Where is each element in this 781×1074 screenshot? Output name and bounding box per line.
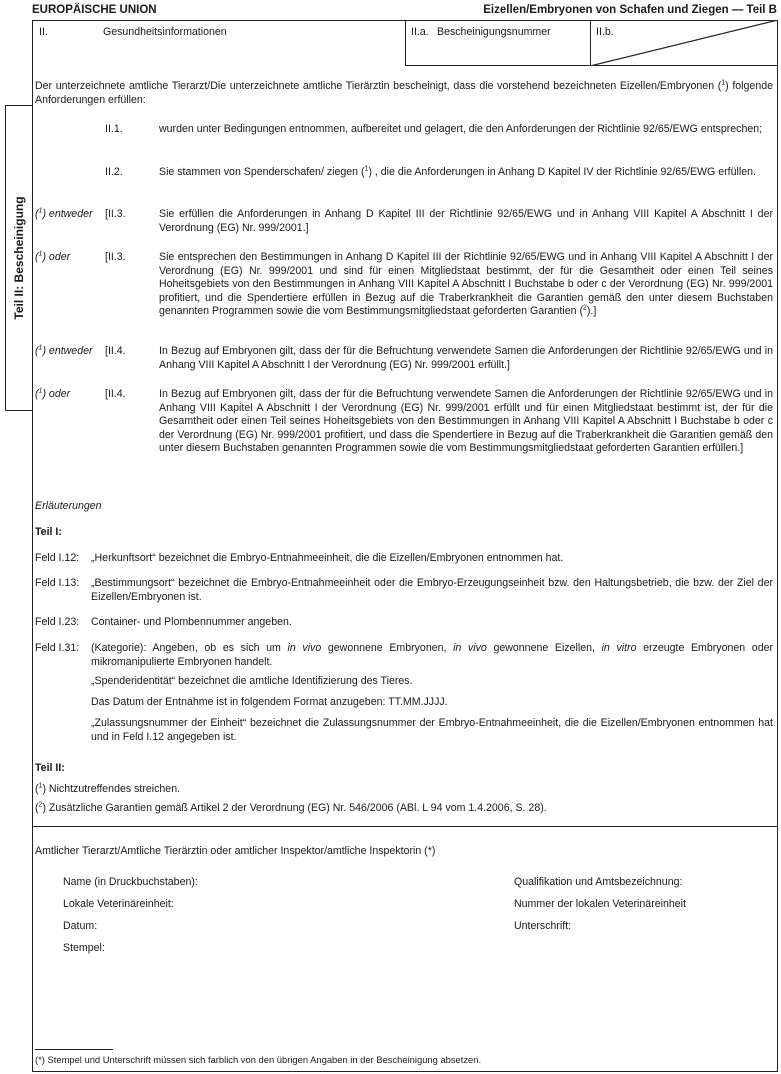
header-eu-title: EUROPÄISCHE UNION [32,4,157,16]
signature-field-qualification: Qualifikation und Amtsbezeichnung: [514,876,683,888]
field-text: „Spenderidentität“ bezeichnet die amtliche Identifizierung des Tieres. [91,675,413,687]
field-label: Feld I.13: [35,577,80,589]
clause-label: [II.4. [105,388,126,400]
field-label: Feld I.31: [35,642,80,654]
field-text: Container- und Plombennummer angeben. [91,616,292,628]
part2-heading: Teil II: [35,762,65,774]
clause-text: Sie stammen von Spenderschafen/ ziegen ($^1$) , die die Anforderungen in Anhang D Kapitel IV der Richtlinie 92/65/EWG erfüllen. [159,165,756,178]
section-divider [32,826,778,827]
field-text: Das Datum der Entnahme ist in folgendem Format anzugeben: TT.MM.JJJJ. [91,696,448,708]
side-bracket [5,105,33,411]
field-iib-label: II.b. [596,26,614,38]
clause-text: Sie erfüllen die Anforderungen in Anhang D Kapitel III der Richtlinie 92/65/EWG und in Anhang VIII Kapitel A Abschnitt I der Verordnung (EG) Nr. 999/2001.] [159,208,773,234]
footnote-rule [35,1049,113,1050]
side-label: Teil II: Bescheinigung [11,196,26,320]
signature-field-signature: Unterschrift: [514,920,572,932]
signature-field-local-unit: Lokale Veterinäreinheit: [63,898,174,910]
section-number: II. [39,26,48,38]
footnote-2: ($^2$) Zusätzliche Garantien gemäß Artikel 2 der Verordnung (EG) Nr. 546/2006 (ABl. L 94 vom 1.4.2006, S. 28). [35,801,547,814]
clause-text: In Bezug auf Embryonen gilt, dass der für die Befruchtung verwendete Samen die Anforderungen der Richtlinie 92/65/EWG und in Anhang VIII Kapitel A Abschnitt I der Verordnung (EG) Nr. 999/2001 erfüllt und für einen Mitgliedstaat bestimmt ist, der für die Gesamtheit oder einen Teil seines Hoheitsgebiets von den Bestimmungen in Anhang VIII Kapitel A Abschnitt I Buchstabe b oder c der Verordnung (EG) Nr. 999/2001 profitiert, und dass die Spendertiere in Bezug auf die Traberkrankheit die Garantien gemäß den unter diesem Buchstaben genannten Programmen sowie die vom Bestimmungsmitgliedstaat geforderten Garantien erfüllen.] [159,388,773,455]
notes-heading: Erläuterungen [35,500,102,512]
divider-vertical [405,20,406,66]
field-iia-label: II.a. [411,26,429,38]
clause-text: In Bezug auf Embryonen gilt, dass der für die Befruchtung verwendete Samen die Anforderungen der Richtlinie 92/65/EWG und in Anhang VIII Kapitel A Abschnitt I der Verordnung (EG) Nr. 999/2001 erfüllt.] [159,345,773,371]
field-text: „Zulassungsnummer der Einheit“ bezeichnet die Zulassungsnummer der Embryo-Entnahmeeinheit, die die Eizellen/Embryonen entnommen hat und in Feld I.12 angegeben ist. [91,717,773,743]
signature-title: Amtlicher Tierarzt/Amtliche Tierärztin oder amtlicher Inspektor/amtliche Inspektorin (*) [35,845,436,857]
clause-option-prefix: ($^1$) oder [35,387,71,400]
clause-option-prefix: ($^1$) oder [35,250,71,263]
clause-label: II.2. [105,166,123,178]
header-document-title: Eizellen/Embryonen von Schafen und Ziegen — Teil B [483,4,777,16]
field-label: Feld I.23: [35,616,80,628]
signature-field-name: Name (in Druckbuchstaben): [63,876,198,888]
field-iia-title: Bescheinigungsnummer [437,26,551,38]
clause-option-prefix: ($^1$) entweder [35,344,93,357]
intro-paragraph: Der unterzeichnete amtliche Tierarzt/Die unterzeichnete amtliche Tierärztin bescheinigt, dass die vorstehend bezeichneten Eizellen/Embryonen ($^1$) folgende Anforderungen erfüllen: [35,79,773,106]
signature-field-date: Datum: [63,920,98,932]
clause-label: II.1. [105,123,123,135]
part1-heading: Teil I: [35,526,62,538]
section-title: Gesundheitsinformationen [103,26,227,38]
clause-label: [II.3. [105,251,126,263]
clause-label: [II.3. [105,208,126,220]
field-text: „Bestimmungsort“ bezeichnet die Embryo-Entnahmeeinheit oder die Embryo-Erzeugungseinheit bzw. den Haltungsbetrieb, die bzw. der Ziel der Eizellen/Embryonen ist. [91,577,773,603]
clause-text: Sie entsprechen den Bestimmungen in Anhang D Kapitel III der Richtlinie 92/65/EWG und in Anhang VIII Kapitel A Abschnitt I der Verordnung (EG) Nr. 999/2001 und sind für einen Mitgliedstaat bestimmt, der für die Gesamtheit oder einen Teil seines Hoheitsgebiets von den Bestimmungen in Anhang VIII Kapitel A Abschnitt I Buchstabe b oder c der Verordnung (EG) Nr. 999/2001 profitiert, und die Spendertiere erfüllen in Bezug auf die Traberkrankheit die Garantien gemäß den unter diesem Buchstaben genannten Programmen sowie die vom Bestimmungsmitgliedstaat geforderten Garantien ($^2$).] [159,251,773,318]
signature-field-unit-number: Nummer der lokalen Veterinäreinheit [514,898,686,910]
clause-option-prefix: ($^1$) entweder [35,207,93,220]
signature-field-stamp: Stempel: [63,942,105,954]
signature-footnote: (*) Stempel und Unterschrift müssen sich farblich von den übrigen Angaben in der Bescheinigung absetzen. [35,1054,482,1065]
footnote-1: ($^1$) Nichtzutreffendes streichen. [35,782,181,795]
clause-text: wurden unter Bedingungen entnommen, aufbereitet und gelagert, die den Anforderungen der Richtlinie 92/65/EWG entsprechen; [159,123,763,135]
crossed-out-cell-icon [590,20,778,66]
clause-label: [II.4. [105,345,126,357]
field-text: (Kategorie): Angeben, ob es sich um in vivo gewonnene Embryonen, in vivo gewonnene Eizellen, in vitro erzeugte Embryonen oder mikromanipulierte Embryonen handelt. [91,642,774,668]
field-text: „Herkunftsort“ bezeichnet die Embryo-Entnahmeeinheit, die die Eizellen/Embryonen entnommen hat. [91,552,564,564]
field-label: Feld I.12: [35,552,80,564]
